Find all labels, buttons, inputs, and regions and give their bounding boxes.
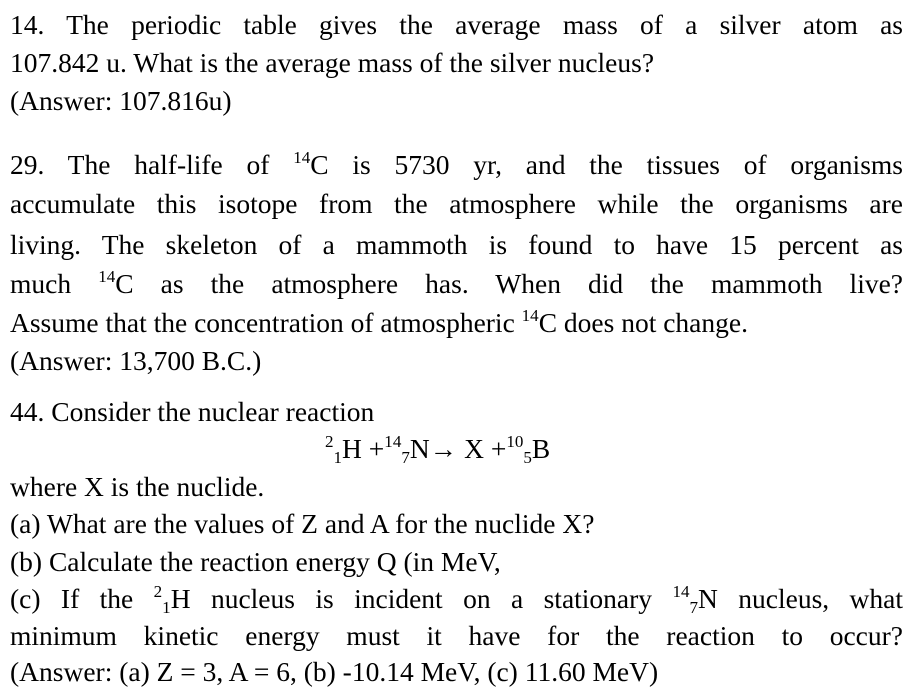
q29-text: much xyxy=(10,268,99,299)
h-symbol: H xyxy=(342,433,362,464)
q44-line-2: where X is the nuclide. xyxy=(10,471,265,502)
q29-text: C does not change. xyxy=(538,307,748,338)
c14-mass-number: 14 xyxy=(98,267,116,287)
h-mass-number: 2 xyxy=(325,432,334,452)
q44-part-a: (a) What are the values of Z and A for the nuclide X? xyxy=(10,508,595,539)
q29-text: 29. The half-life of xyxy=(10,149,294,180)
q29-line-4 xyxy=(10,265,903,303)
b-atomic-number: 5 xyxy=(523,447,532,467)
b-mass-number: 10 xyxy=(506,432,524,452)
q44-text: H nucleus is incident on a stationary xyxy=(170,583,673,614)
b-symbol: B xyxy=(531,433,551,464)
q44-text: N nucleus, what xyxy=(698,583,904,614)
q29-text: C as the atmosphere has. When did the mammoth live? xyxy=(115,268,903,299)
q44-text: (c) If the xyxy=(10,583,154,614)
q44-part-c-line-2: minimum kinetic energy must it have for the reaction to occur? xyxy=(10,620,903,651)
n-mass-number: 14 xyxy=(384,432,402,452)
h-mass-number: 2 xyxy=(153,582,163,602)
q44-answer: (Answer: (a) Z = 3, A = 6, (b) -10.14 MeV, (c) 11.60 MeV) xyxy=(10,656,659,687)
q29-text: Assume that the concentration of atmospheric xyxy=(10,307,522,338)
nuclear-reaction-equation xyxy=(0,430,911,468)
q29-answer: (Answer: 13,700 B.C.) xyxy=(10,345,262,376)
h-atomic-number: 1 xyxy=(162,597,171,617)
n-atomic-number: 7 xyxy=(401,447,410,467)
q44-part-c-line-1 xyxy=(10,580,903,618)
q14-line-1: 14. The periodic table gives the average mass of a silver atom as xyxy=(10,9,903,40)
reaction-arrow: → X + xyxy=(429,433,507,464)
plus-sign: + xyxy=(361,433,385,464)
q14-line-2: 107.842 u. What is the average mass of the silver nucleus? xyxy=(10,47,655,78)
n-mass-number: 14 xyxy=(672,582,690,602)
q29-line-3: living. The skeleton of a mammoth is found to have 15 percent as xyxy=(10,229,903,260)
c14-mass-number: 14 xyxy=(293,148,311,168)
n-atomic-number: 7 xyxy=(689,597,698,617)
h-atomic-number: 1 xyxy=(333,447,343,467)
n-symbol: N xyxy=(409,433,430,464)
q44-part-b: (b) Calculate the reaction energy Q (in MeV, xyxy=(10,546,501,577)
q29-line-5 xyxy=(10,304,903,342)
q29-text: C is 5730 yr, and the tissues of organisms xyxy=(310,149,903,180)
q14-answer: (Answer: 107.816u) xyxy=(10,85,232,116)
q29-line-2: accumulate this isotope from the atmosphere while the organisms are xyxy=(10,188,903,219)
q44-line-1: 44. Consider the nuclear reaction xyxy=(10,396,375,427)
c14-mass-number: 14 xyxy=(521,306,539,326)
q29-line-1 xyxy=(10,146,903,184)
